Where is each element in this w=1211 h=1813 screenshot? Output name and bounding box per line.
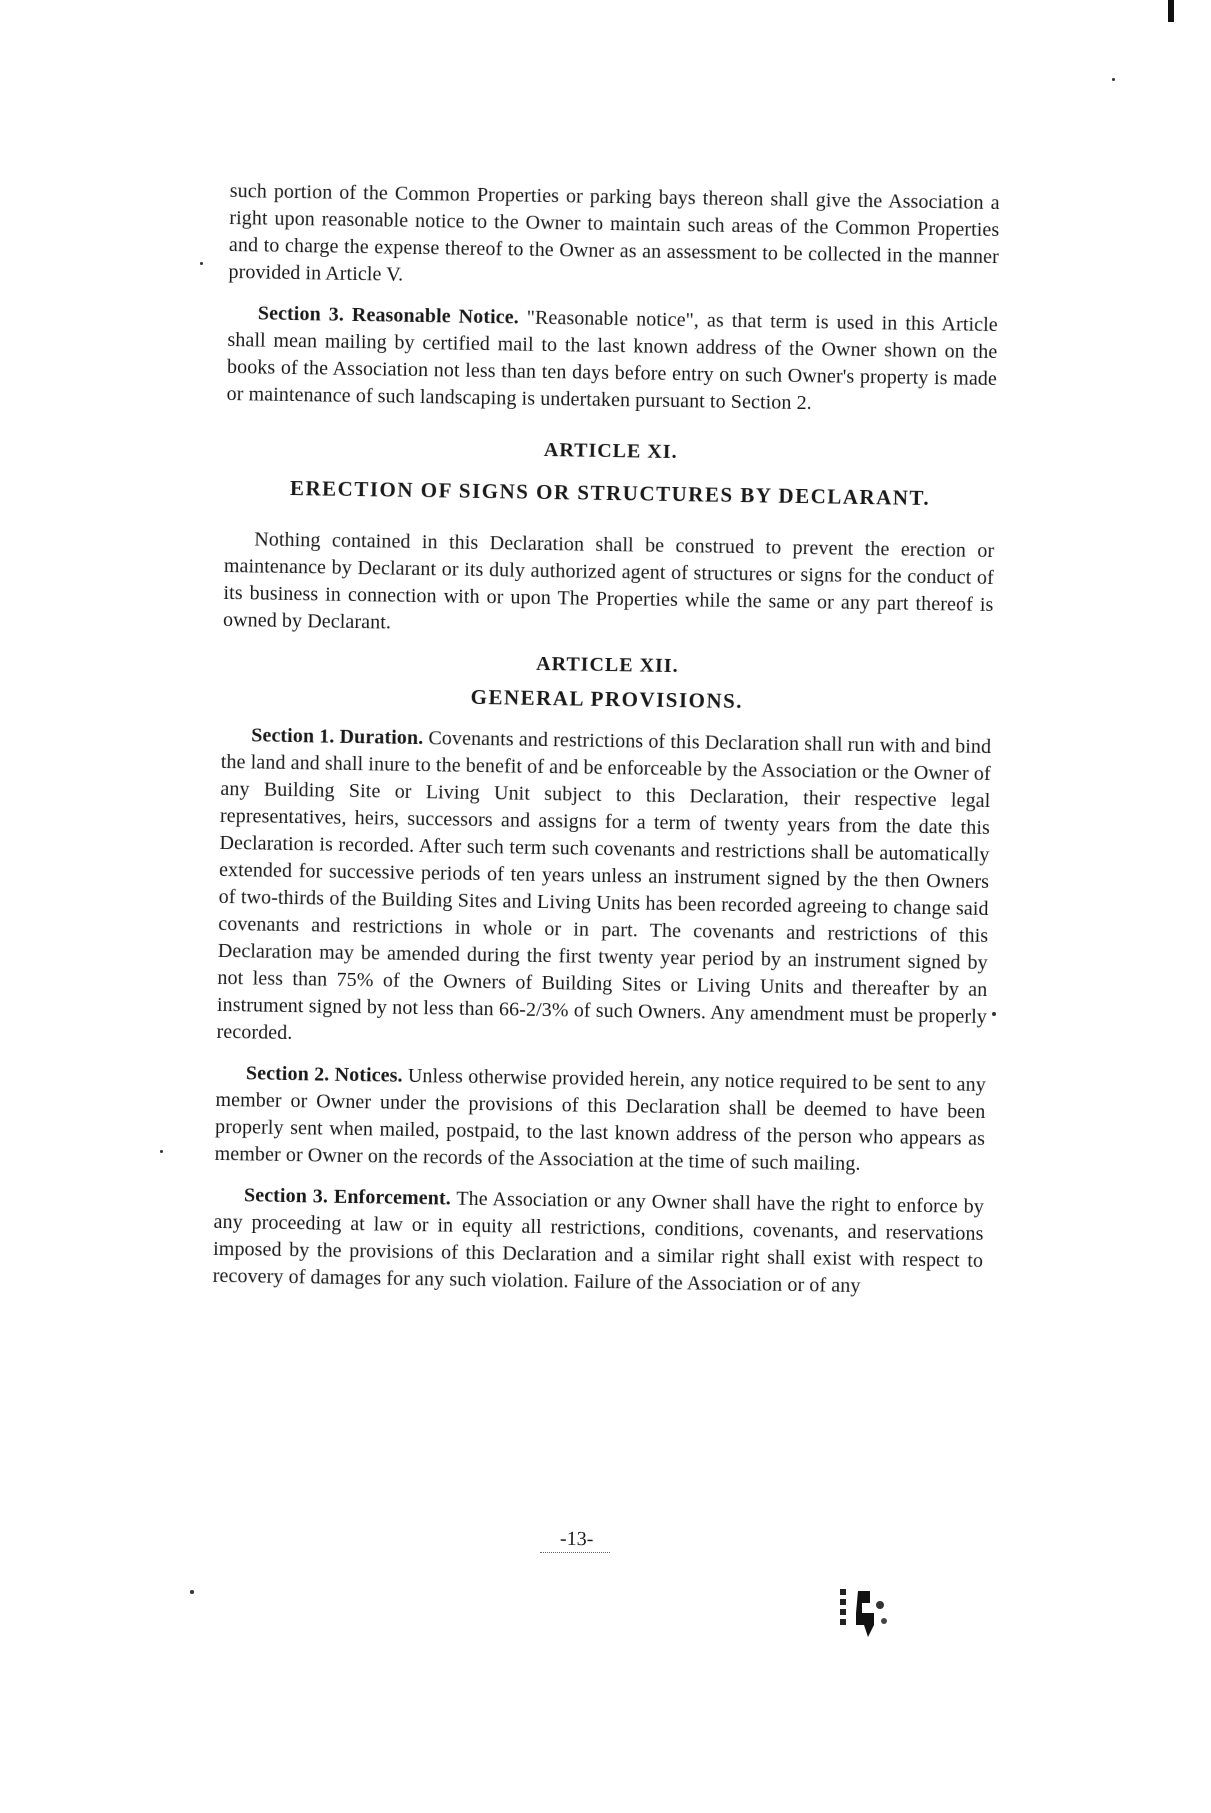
recording-stamp-mark [838,1585,902,1639]
article-xii-heading: GENERAL PROVISIONS. [470,684,744,714]
section-3-enforcement [213,1182,985,1302]
section-body: "Reasonable notice", as that term is used in this Article shall mean mailing by certified mail to the last known address of the Owner shown on the books of the Association not less than ten days before entry on such Owner's property is made or maintenance of such landscaping is undertaken pursuant to Section 2. [226,306,998,415]
scan-speck [160,1150,163,1153]
section-3-reasonable-notice [226,300,998,420]
continuation-paragraph: such portion of the Common Properties or parking bays thereon shall give the Association a right upon reasonable notice to the Owner to maintain such areas of the Common Properties and to charge the expense thereof to the Owner as an assessment to be collected in the manner provided in Article V. [228,179,1000,286]
page-number: -13- [559,1527,594,1551]
article-xi-title: ARTICLE XI. [543,438,678,464]
section-heading: Section 1. Duration. [251,724,424,750]
article-xii-title: ARTICLE XII. [535,652,679,678]
scan-speck [1112,78,1115,81]
section-heading: Section 2. Notices. [245,1062,403,1087]
section-heading: Section 3. Reasonable Notice. [257,302,519,329]
scan-speck [992,1012,996,1016]
section-1-duration [216,722,991,1058]
section-2-notices [214,1060,986,1180]
scan-mark [1168,0,1174,22]
section-heading: Section 3. Enforcement. [243,1184,451,1210]
section-body: The Association or any Owner shall have the right to enforce by any proceeding at law or in equity all restrictions, conditions, covenants, and reservations imposed by the provisions of this Declaration and a similar right shall exist with respect to recovery of damages for any such violation. Failure of the Association or of any [212,1187,985,1298]
article-xi-body: Nothing contained in this Declaration shall be construed to prevent the erection or maintenance by Declarant or its duly authorized agent of structures or signs for the conduct of its business in connection with or upon The Properties while the same or any part thereof is owned by Declarant. [222,528,995,634]
document-body [212,178,1000,1316]
scan-speck [200,262,203,265]
page-number-rule [540,1552,610,1553]
section-body: Covenants and restrictions of this Declaration shall run with and bind the land and shall inure to the benefit of and be enforceable by the Association or the Owner of any Building Site or Living Unit subject to this Declaration, their respective legal representatives, heirs, successors and assigns for a term of twenty years from the date this Declaration is recorded. After such term such covenants and restrictions shall be automatically extended for successive periods of ten years unless an instrument signed by the then Owners of two-thirds of the Building Sites and Living Units has been recorded agreeing to change said covenants and restrictions in whole or in part. The covenants and restrictions of this Declaration may be amended during the first twenty year period by an instrument signed by not less than 75% of the Owners of Building Sites or Living Units and thereafter by an instrument signed by not less than 66-2/3% of such Owners. Any amendment must be properly recorded. [216,727,992,1045]
article-xi-heading: ERECTION OF SIGNS OR STRUCTURES BY DECLARANT. [289,475,931,511]
scan-speck [190,1590,194,1594]
section-body: Unless otherwise provided herein, any notice required to be sent to any member or Owner under the provisions of this Declaration shall be deemed to have been properly sent when mailed, postpaid, to the last known address of the person who appears as member or Owner on the records of the Association at the time of such mailing. [214,1064,987,1176]
